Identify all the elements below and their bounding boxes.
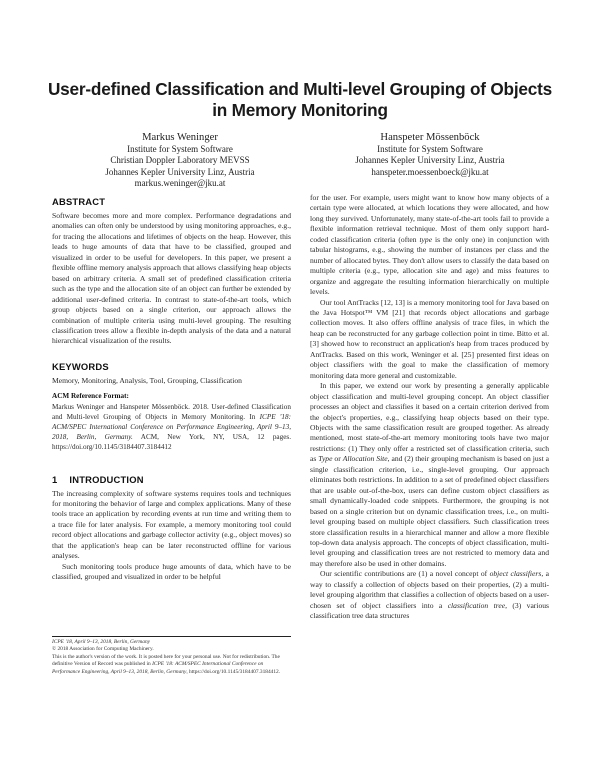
right-column — [310, 193, 549, 622]
text-part: is the only one) in conjunction with tabular histograms, e.g., showing the number of instances per class and the number of allocated bytes. They don't allow users to classify the data based on multiple criteria (e.g., type, allocation site and age) and miss features to organize and aggregate the resulting information hierarchically on multiple levels. — [310, 234, 549, 297]
acm-reference-venue: ICPE '18: ACM/SPEC International Conference on Performance Engineering, April 9–13, 2018, Berlin, Germany. — [52, 412, 291, 441]
paper-title — [40, 79, 560, 121]
footnote-copyright: © 2018 Association for Computing Machinery. — [52, 646, 154, 653]
author-affiliation: Institute for System Software — [127, 144, 233, 154]
text-part: or — [332, 454, 343, 464]
keywords-text: Memory, Monitoring, Analysis, Tool, Grouping, Classification — [52, 375, 242, 385]
venue-text: ICPE '18, April 9–13, 2018, Berlin, Germany — [52, 639, 151, 645]
acm-reference-part: Markus Weninger and Hanspeter Mössenböck. 2018. User-defined Classification and Multi-level Grouping of Objects in Memory Monitoring. In — [52, 402, 291, 421]
author-affiliation: Christian Doppler Laboratory MEVSS — [110, 155, 250, 166]
emphasis: Allocation Site — [342, 454, 388, 464]
text-part: , a way to classify a collection of objects based on their properties, (2) a multi-level grouping algorithm that classifies a collection of objects based on a user-chosen set of object classifiers into a — [310, 569, 549, 610]
emphasis: classification tree — [447, 600, 506, 610]
emphasis: type — [419, 234, 433, 244]
author-affiliation: Johannes Kepler University Linz, Austria — [105, 166, 255, 177]
title-line-2: in Memory Monitoring — [212, 100, 388, 120]
acm-reference-heading: ACM Reference Format: — [52, 392, 129, 401]
intro-paragraph — [310, 193, 549, 298]
title-line-1: User-defined Classification and Multi-level Grouping of Objects — [47, 79, 553, 99]
author-name: Hanspeter Mössenböck — [380, 132, 480, 143]
footnote-notice — [52, 654, 291, 676]
notice-part: , https://doi.org/10.1145/3184407.3184412. — [186, 668, 281, 675]
text-part: , (3) various classification tree data structures — [310, 600, 549, 621]
intro-paragraph: Our tool AntTracks [12, 13] is a memory monitoring tool for Java based on the Java Hotspot™ VM [21] that records object allocations and garbage collection moves. It also offers offline analysis of trace files, in which the heap can be reconstructed for any garbage collection point in time. Bitto et al. [3] showed how to reconstruct an application's heap from traces produced by AntTracks. Based on this work, Weninger et al. [25] presented first ideas on object classifiers with the goal to make the classification of memory monitoring data more general and customizable. — [310, 297, 549, 380]
emphasis: object classifiers — [489, 569, 542, 579]
section-title: INTRODUCTION — [69, 473, 144, 485]
notice-venue: ICPE '18: ACM/SPEC International Conference on Performance Engineering, April 9–13, 2018, Berlin, Germany — [52, 661, 264, 675]
footnote-divider — [52, 636, 291, 637]
author-name: Markus Weninger — [142, 132, 218, 143]
author-affiliation: Johannes Kepler University Linz, Austria — [355, 155, 505, 166]
text-part: for the user. For example, users might want to know how many objects of a certain type were allocated, at which locations they were allocated, and how long they survived. Unfortunately, many state-of-the-art tools fail to provide a flexible information retrieval technique. Most of them only support hard-coded classification criteria (often — [310, 193, 549, 244]
emphasis: Type — [318, 454, 333, 464]
introduction-heading — [52, 474, 291, 486]
author-affiliation: Institute for System Software — [377, 144, 483, 154]
author-block — [310, 131, 550, 178]
text-part: , and (2) their grouping mechanism is based on just a single classification criterion, i.e., single-level grouping. Our approach eliminates both restrictions. In addition to a set of predefined object classifiers that are usable out-of-the-box, users can define custom object classifiers as small dynamically-loaded code snippets. Furthermore, the grouping is not based on a single criterion but on dynamic classification trees, i.e., on multi-level grouping based on multiple object classifiers. Such classification trees store classification results in a hierarchical manner and allow a more flexible top-down data analysis approach. The concepts of object classification, multi-level grouping and classification trees are not restricted to memory data and may therefore also be used in other domains. — [310, 454, 550, 568]
author-block — [60, 131, 300, 190]
text-part: In this paper, we extend our work by presenting a generally applicable object classification and multi-level grouping concept. An object classifier processes an object and classifies it based on a certain criterion derived from the object's properties, e.g., classifying heap objects based on their type. Objects with the same classification result are grouped together. As already mentioned, most state-of-the-art memory monitoring tools have two major restrictions: (1) They only offer a restricted set of classification criteria, such as — [310, 381, 549, 464]
footnote-block — [52, 639, 291, 676]
author-email[interactable]: hanspeter.moessenboeck@jku.at — [371, 166, 489, 177]
abstract-text: Software becomes more and more complex. Performance degradations and anomalies can often only be understood by using monitoring approaches, e.g., for tracing the allocations and lifetimes of objects on the heap. However, this leads to huge amounts of data that have to be classified, grouped and visualized in order to be useful for developers. In this paper, we present a flexible offline memory analysis approach that allows classifying heap objects based on arbitrary criteria. A small set of predefined classification criteria such as the type and the allocation site of an object can further be extended by additional user-defined criteria. In contrast to state-of-the-art tools, which group objects based on a single criterion, our approach allows the combination of multiple criteria using multi-level grouping. The resulting classification trees allow a flexible in-depth analysis of the data and a natural hierarchical visualization of the results. — [52, 211, 291, 346]
left-column — [52, 196, 291, 583]
author-email[interactable]: markus.weninger@jku.at — [134, 178, 226, 189]
notice-part: This is the author's version of the work. It is posted here for your personal use. Not for redistribution. The definitive Version of Record was published in — [52, 653, 280, 668]
acm-reference-part: ACM, New York, NY, USA, 12 pages. https://doi.org/10.1145/3184407.3184412 — [52, 432, 291, 451]
text-part: Our scientific contributions are (1) a novel concept of — [320, 569, 490, 579]
abstract-heading: ABSTRACT — [52, 196, 106, 207]
keywords-heading: KEYWORDS — [52, 360, 109, 372]
intro-paragraph — [310, 569, 549, 621]
intro-paragraph — [310, 381, 549, 569]
intro-paragraph: The increasing complexity of software systems requires tools and techniques for monitoring the behavior of large and complex applications. Many of these tools trace an application by recording events at run time and writing them to a trace file for later analysis. For example, a memory monitoring tool could record object allocations and garbage collector activity (e.g., object moves) so that the application's heap can be later reconstructed offline for various analyses. — [52, 488, 291, 561]
intro-paragraph: Such monitoring tools produce huge amounts of data, which have to be classified, grouped and visualized in order to be helpful — [52, 561, 291, 582]
section-number: 1 — [52, 473, 58, 485]
acm-reference-text — [52, 402, 291, 452]
